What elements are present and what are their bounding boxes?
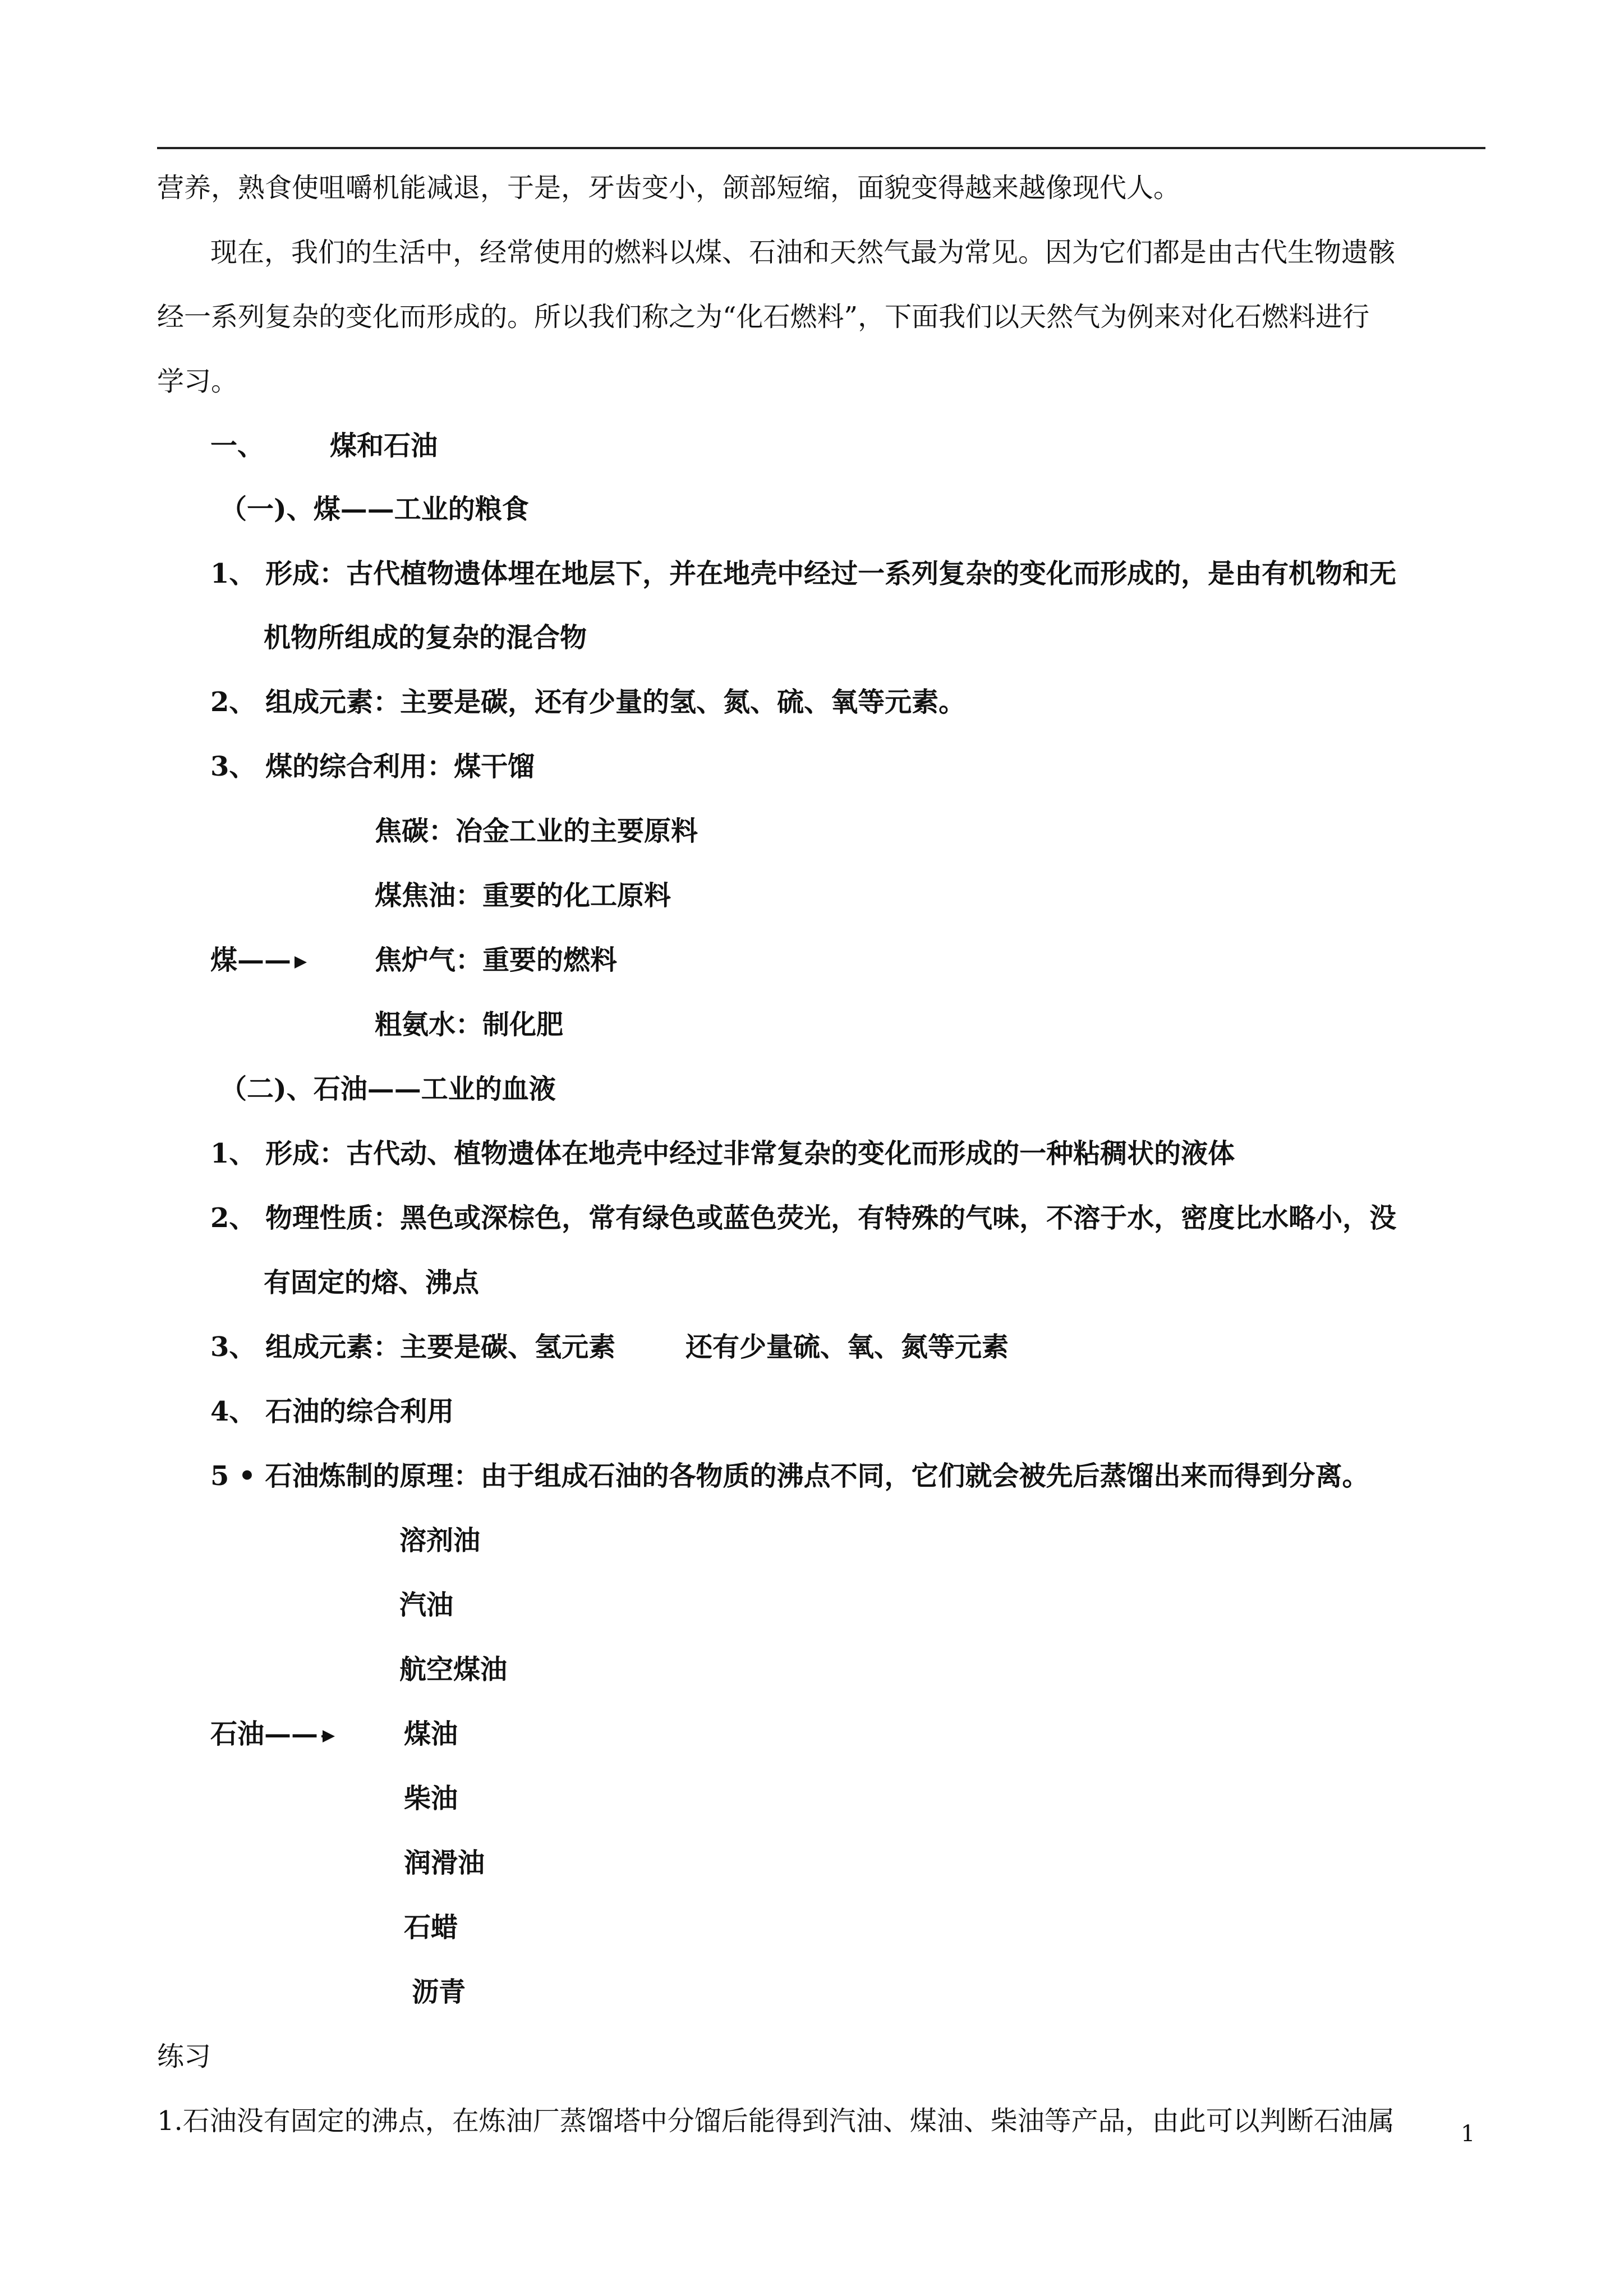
- header-rule: [157, 147, 1485, 149]
- list-item: 5 • 石油炼制的原理：由于组成石油的各物质的沸点不同，它们就会被先后蒸馏出来而得到分离。: [210, 1460, 1369, 1492]
- list-item-extra: 还有少量硫、氧、氮等元素: [686, 1331, 1009, 1363]
- list-item: 1、 形成：古代动、植物遗体在地壳中经过非常复杂的变化而形成的一种粘稠状的液体: [210, 1138, 1235, 1169]
- coal-label: 煤——: [210, 944, 292, 976]
- section-title: 煤和石油: [330, 430, 438, 462]
- arrow-icon: [295, 961, 305, 963]
- paragraph-line: 现在，我们的生活中，经常使用的燃料以煤、石油和天然气最为常见。因为它们都是由古代生物遗骸: [210, 237, 1396, 268]
- section-number: 一、: [210, 430, 265, 462]
- list-item-continued: 有固定的熔、沸点: [264, 1267, 480, 1298]
- page-number: 1: [1461, 2121, 1475, 2147]
- exercise-question: 1.石油没有固定的沸点，在炼油厂蒸馏塔中分馏后能得到汽油、煤油、柴油等产品，由此可以判断石油属: [157, 2105, 1395, 2137]
- petroleum-product: 溶剂油: [399, 1525, 481, 1556]
- coal-product: 粗氨水：制化肥: [375, 1009, 564, 1040]
- list-item-continued: 机物所组成的复杂的混合物: [264, 622, 587, 653]
- petroleum-product: 航空煤油: [399, 1654, 508, 1685]
- subsection-title: （一)、煤——工业的粮食: [220, 494, 529, 525]
- petroleum-product: 沥青: [412, 1976, 466, 2008]
- coal-arrow-label: [210, 943, 305, 977]
- petroleum-product: 石蜡: [404, 1912, 458, 1943]
- list-item: 2、 组成元素：主要是碳，还有少量的氢、氮、硫、氧等元素。: [210, 686, 966, 718]
- petroleum-product: 柴油: [404, 1783, 458, 1814]
- petroleum-product: 煤油: [404, 1718, 458, 1750]
- list-item: 1、 形成：古代植物遗体埋在地层下，并在地壳中经过一系列复杂的变化而形成的，是由有机物和无: [210, 558, 1397, 589]
- arrow-icon: [321, 1735, 333, 1737]
- list-item: 3、 组成元素：主要是碳、氢元素: [210, 1331, 616, 1363]
- list-item: 4、 石油的综合利用: [210, 1396, 454, 1427]
- exercise-heading: 练习: [157, 2041, 211, 2072]
- paragraph-line: 营养，熟食使咀嚼机能减退，于是，牙齿变小，颌部短缩，面貌变得越来越像现代人。: [157, 172, 1181, 204]
- paragraph-line: 学习。: [157, 366, 238, 397]
- coal-product: 焦碳：冶金工业的主要原料: [375, 815, 698, 847]
- coal-product: 煤焦油：重要的化工原料: [375, 880, 671, 911]
- petroleum-product: 汽油: [399, 1589, 454, 1621]
- paragraph-line: 经一系列复杂的变化而形成的。所以我们称之为“化石燃料”，下面我们以天然气为例来对化石燃料进行: [157, 301, 1370, 333]
- list-item: 2、 物理性质：黑色或深棕色，常有绿色或蓝色荧光，有特殊的气味，不溶于水，密度比水略小，没: [210, 1202, 1397, 1234]
- petroleum-arrow-label: [210, 1717, 333, 1751]
- petroleum-label: 石油——: [210, 1718, 319, 1750]
- petroleum-product: 润滑油: [404, 1847, 485, 1879]
- subsection-title: （二)、石油——工业的血液: [220, 1073, 556, 1105]
- coal-product: 焦炉气：重要的燃料: [375, 944, 618, 976]
- list-item: 3、 煤的综合利用：煤干馏: [210, 751, 535, 782]
